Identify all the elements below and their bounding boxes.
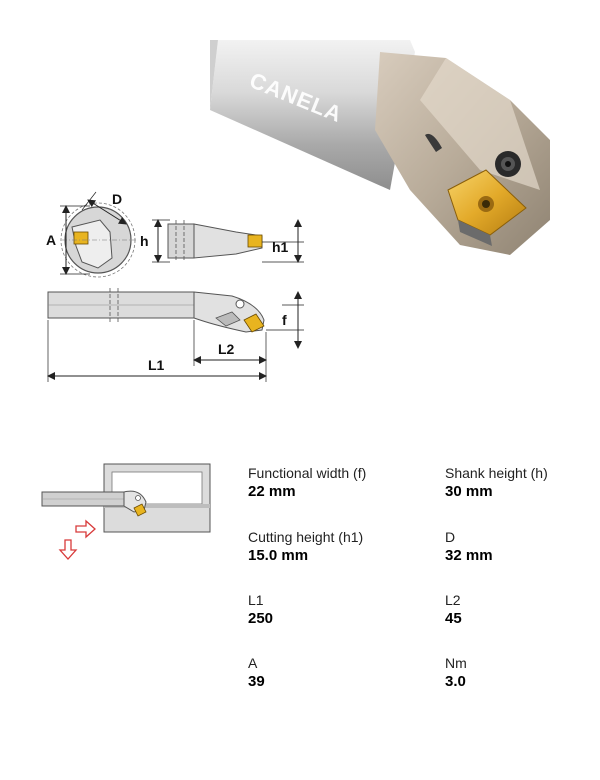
spec-label: Functional width (f) (248, 465, 367, 481)
spec-value: 32 mm (445, 547, 493, 564)
spec-functional-width (248, 465, 398, 501)
spec-l2 (445, 592, 595, 628)
label-h1: h1 (272, 239, 289, 255)
side-view (48, 288, 264, 332)
end-view (61, 203, 136, 277)
spec-value: 45 (445, 610, 462, 627)
label-f: f (282, 312, 287, 328)
spec-value: 15.0 mm (248, 547, 309, 564)
spec-cutting-height (248, 529, 398, 565)
spec-label: D (445, 529, 456, 545)
spec-value: 39 (248, 673, 265, 690)
spec-value: 22 mm (248, 483, 296, 500)
label-D: D (112, 191, 123, 207)
spec-label: Cutting height (h1) (248, 529, 364, 545)
spec-label: L1 (248, 592, 264, 608)
spec-label: A (248, 655, 258, 671)
spec-nm (445, 655, 595, 691)
label-h: h (140, 233, 149, 249)
label-L1: L1 (148, 357, 165, 373)
clamp-screw (495, 151, 521, 177)
spec-label: L2 (445, 592, 461, 608)
spec-value: 250 (248, 610, 274, 627)
spec-a (248, 655, 398, 691)
feed-arrow-down-icon (60, 540, 76, 559)
spec-l1 (248, 592, 398, 628)
spec-shank-height (445, 465, 595, 501)
section-view (168, 220, 262, 262)
spec-label: Shank height (h) (445, 465, 548, 481)
feed-arrow-right-icon (76, 521, 95, 537)
label-A: A (46, 232, 57, 248)
spec-value: 3.0 (445, 673, 466, 690)
spec-d (445, 529, 595, 565)
label-L2: L2 (218, 341, 235, 357)
spec-value: 30 mm (445, 483, 493, 500)
dimension-drawing (0, 180, 330, 385)
brand-text: CANELA (246, 67, 347, 128)
boring-application-diagram (38, 458, 218, 568)
spec-label: Nm (445, 655, 467, 671)
